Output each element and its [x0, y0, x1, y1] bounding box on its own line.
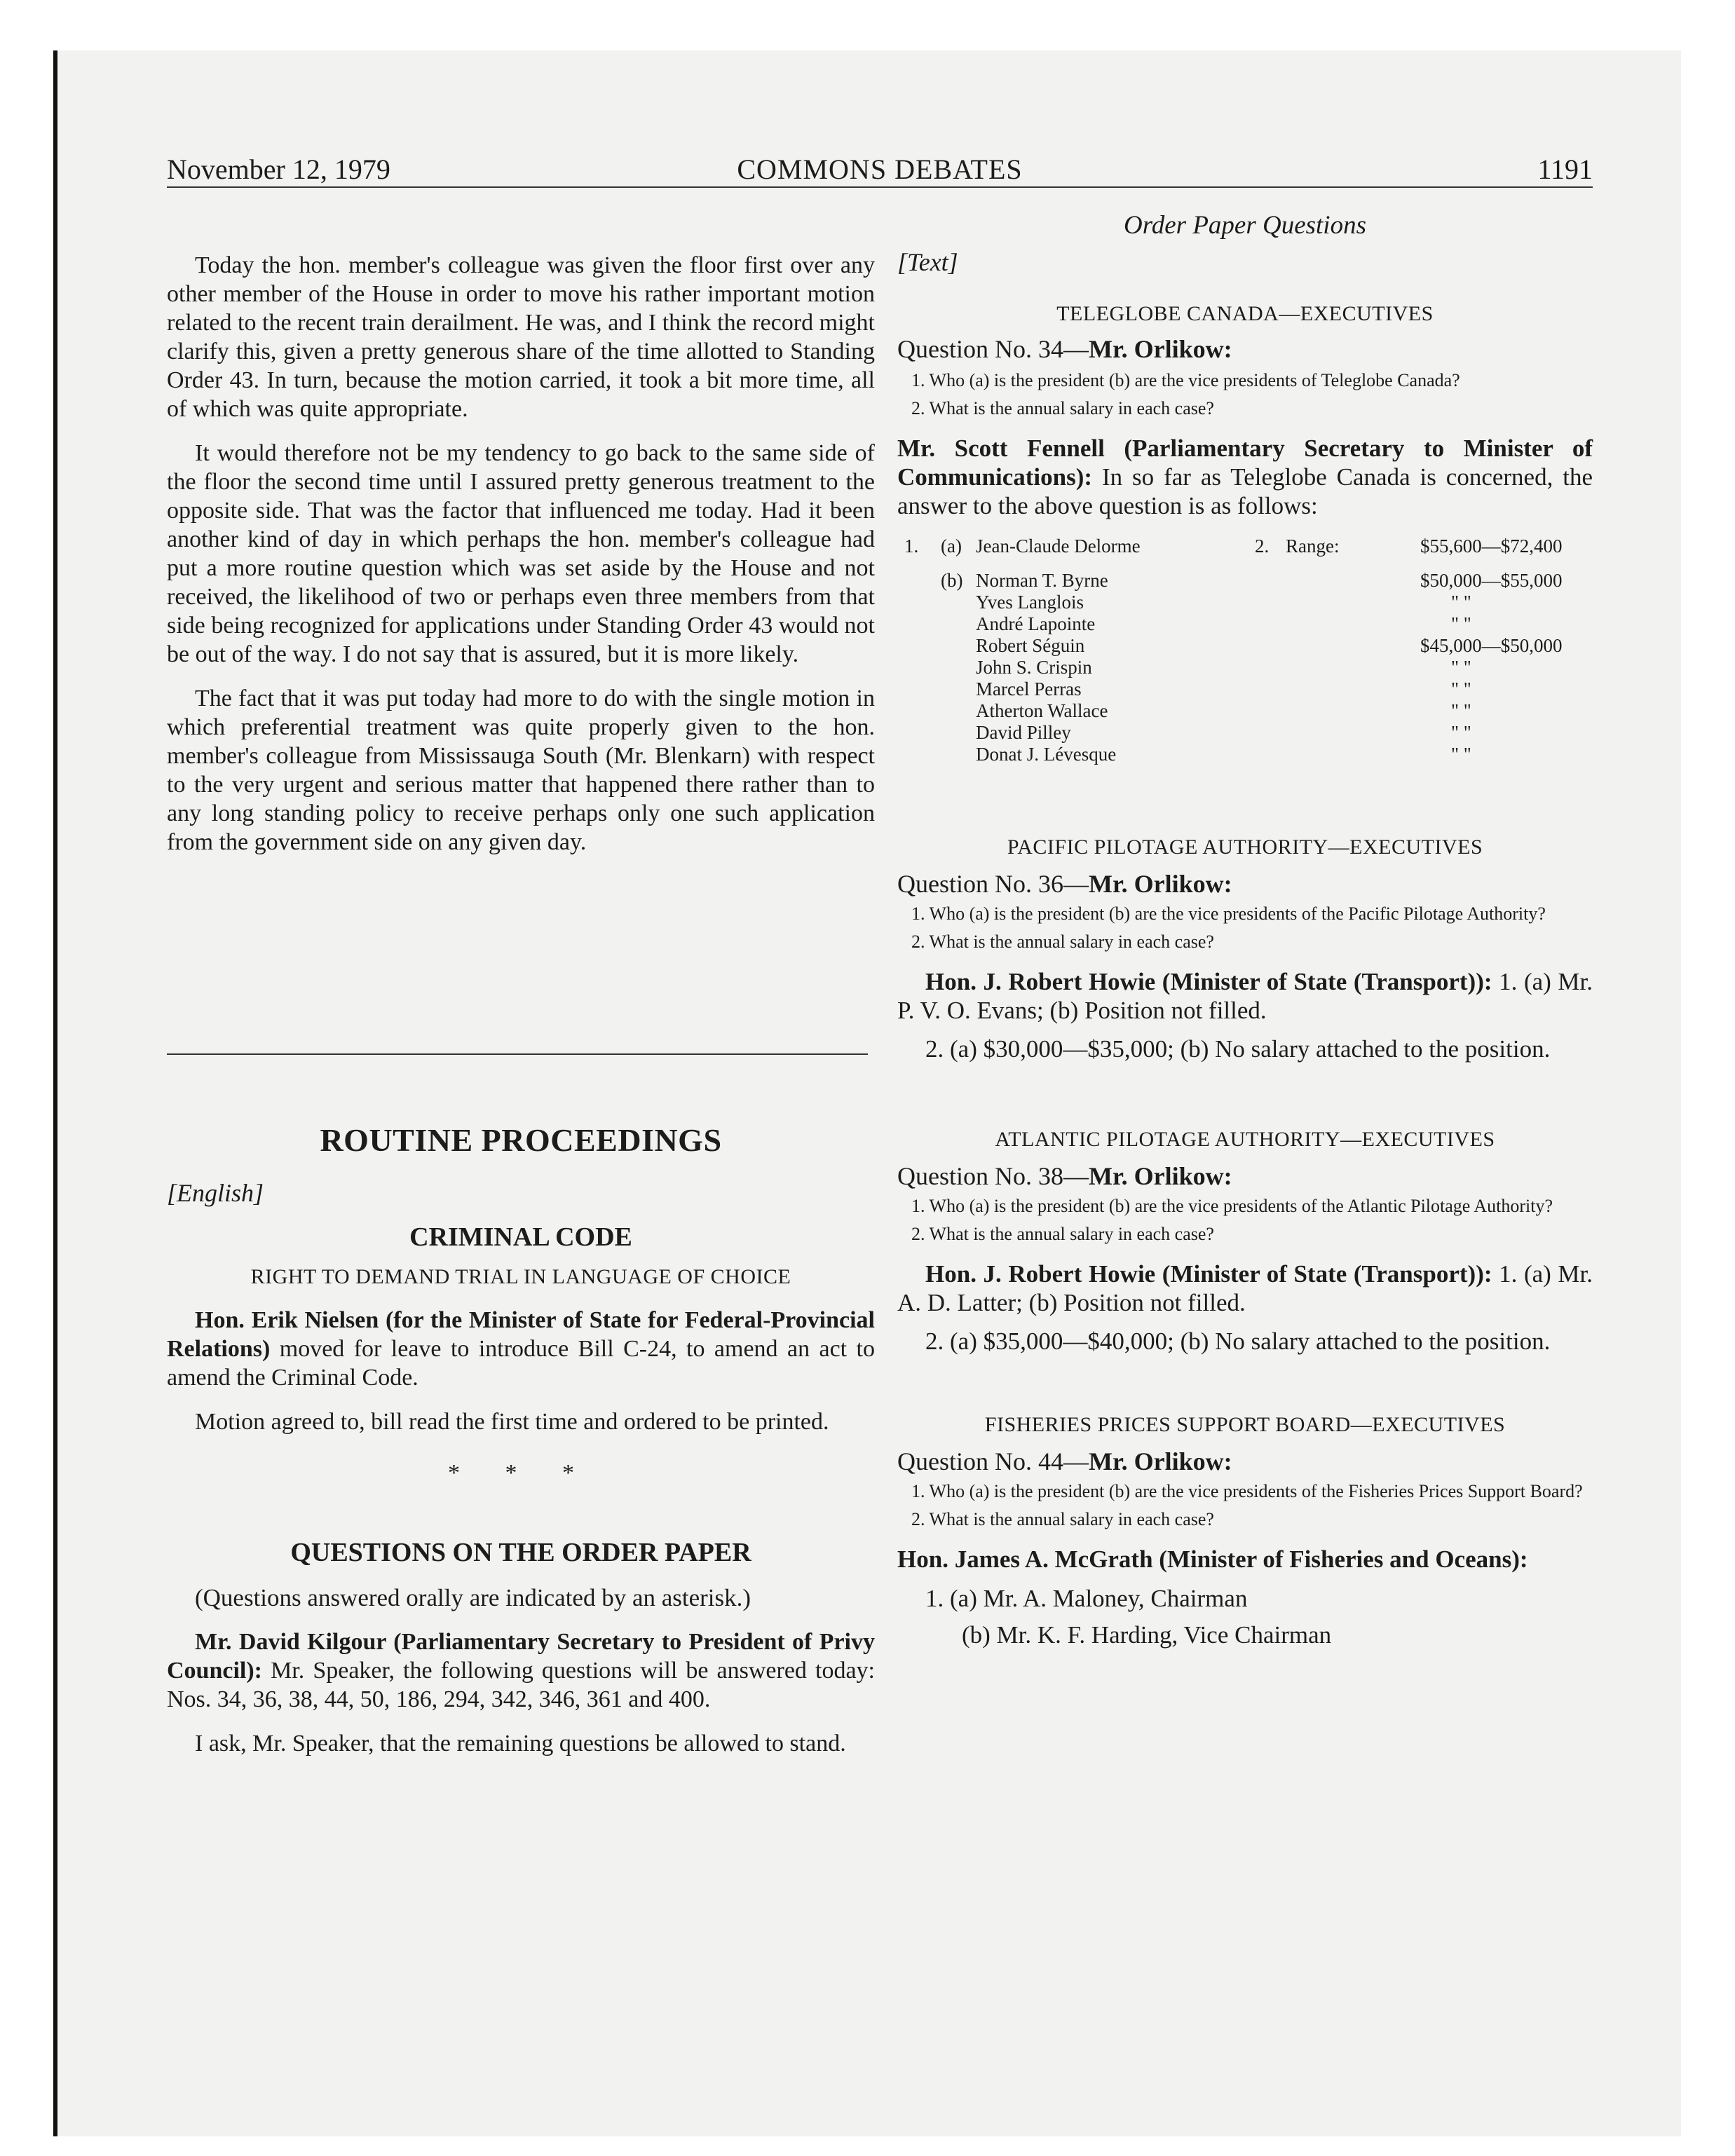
fisheries-answer-a: 1. (a) Mr. A. Maloney, Chairman — [925, 1585, 1248, 1612]
section-stars: * * * — [448, 1460, 594, 1486]
atlantic-heading: ATLANTIC PILOTAGE AUTHORITY—EXECUTIVES — [995, 1128, 1495, 1151]
teleglobe-answer-table: 1. (a) Jean-Claude Delorme 2. Range: $55,600—$72,400 (b) Norman T. Byrne $50,000—$55,000 Yves Langlois " " André Lapointe " " Robert Séguin $45,000—$50,000 John S. Crispin " " Marcel Perras " " Atherton Wallace " " David Pilley " " Donat J. Lévesque " " — [904, 535, 1563, 765]
fisheries-q2: 2. What is the annual salary in each case? — [911, 1509, 1214, 1529]
paragraph-1: Today the hon. member's colleague was given the floor first over any other member of the House in order to move his rather important motion related to the recent train derailment. He was, and I think the record might clarify this, given a pretty generous share of the time allotted to Standing Order 43. In turn, because the motion carried, it took a bit more time, all of which was quite appropriate. — [167, 252, 875, 422]
english-tag: [English] — [167, 1179, 264, 1207]
header-date: November 12, 1979 — [167, 153, 390, 185]
header-title: COMMONS DEBATES — [737, 153, 1023, 185]
atlantic-answer: Hon. J. Robert Howie (Minister of State (Transport)): 1. (a) Mr. A. D. Latter; (b) Position not filled. — [897, 1260, 1593, 1316]
criminal-code-subheading: RIGHT TO DEMAND TRIAL IN LANGUAGE OF CHOICE — [250, 1265, 791, 1288]
atlantic-question: Question No. 38—Mr. Orlikow: — [897, 1162, 1232, 1190]
teleglobe-vp: Donat J. Lévesque — [976, 744, 1117, 765]
fisheries-question: Question No. 44—Mr. Orlikow: — [897, 1447, 1232, 1475]
pacific-q2: 2. What is the annual salary in each case? — [911, 932, 1214, 952]
kilgour-speaker: Mr. David Kilgour (Parliamentary Secretary to President of Privy Council): — [167, 1629, 875, 1684]
questions-heading: QUESTIONS ON THE ORDER PAPER — [290, 1538, 751, 1567]
teleglobe-vp: Robert Séguin — [976, 635, 1085, 656]
teleglobe-vp: Norman T. Byrne — [976, 570, 1108, 591]
scan-border — [53, 50, 57, 2136]
remaining-paragraph: I ask, Mr. Speaker, that the remaining questions be allowed to stand. — [195, 1731, 846, 1756]
teleglobe-vp: André Lapointe — [976, 613, 1096, 634]
fisheries-q1: 1. Who (a) is the president (b) are the vice presidents of the Fisheries Prices Support Board? — [911, 1481, 1583, 1501]
teleglobe-question: Question No. 34—Mr. Orlikow: — [897, 335, 1232, 363]
paragraph-3: The fact that it was put today had more to do with the single motion in which preferential treatment was quite properly given to the hon. member's colleague from Mississauga South (Mr. Blenkarn) with respect to the very urgent and serious matter that happened there rather than to any long standing policy to receive perhaps only one such application from the government side on any given day. — [167, 685, 875, 855]
left-column — [167, 210, 875, 872]
paragraph-2: It would therefore not be my tendency to go back to the same side of the floor the second time until I assured pretty generous treatment to the opposite side. That was the factor that influenced me today. Had it been another kind of day in which perhaps the hon. member's colleague had put a more routine question which was set aside by the House and not received, the likelihood of two or perhaps even three members from that side being recognized for applications under Standing Order 43 would not be out of the way. I do not say that is assured, but it is more likely. — [167, 440, 875, 667]
kilgour-paragraph — [167, 1628, 875, 1714]
teleglobe-vp: Atherton Wallace — [976, 700, 1108, 721]
atlantic-answer-2: 2. (a) $35,000—$40,000; (b) No salary attached to the position. — [925, 1328, 1551, 1355]
teleglobe-president: Jean-Claude Delorme — [976, 535, 1141, 557]
left-column-lower — [167, 1121, 875, 1773]
fisheries-answer: Hon. James A. McGrath (Minister of Fisheries and Oceans): — [897, 1546, 1528, 1573]
teleglobe-vp: Yves Langlois — [976, 592, 1084, 613]
pacific-answer: Hon. J. Robert Howie (Minister of State (Transport)): 1. (a) Mr. P. V. O. Evans; (b) Position not filled. — [897, 968, 1593, 1024]
teleglobe-q2: 2. What is the annual salary in each case? — [911, 398, 1214, 418]
section-divider — [167, 1053, 868, 1055]
atlantic-q1: 1. Who (a) is the president (b) are the vice presidents of the Atlantic Pilotage Authority? — [911, 1196, 1553, 1216]
routine-proceedings-heading: ROUTINE PROCEEDINGS — [320, 1122, 722, 1158]
kilgour-text: Mr. Speaker, the following questions will be answered today: Nos. 34, 36, 38, 44, 50, 186, 294, 342, 346, 361 and 400. — [167, 1658, 875, 1712]
teleglobe-answer: Mr. Scott Fennell (Parliamentary Secretary to Minister of Communications): In so far as Teleglobe Canada is concerned, the answer to the above question is as follows: — [897, 435, 1593, 519]
fisheries-answer-b: (b) Mr. K. F. Harding, Vice Chairman — [962, 1621, 1332, 1649]
pacific-question: Question No. 36—Mr. Orlikow: — [897, 870, 1232, 898]
motion-paragraph: Motion agreed to, bill read the first time and ordered to be printed. — [195, 1409, 829, 1435]
section-title: Order Paper Questions — [1124, 211, 1366, 240]
pacific-heading: PACIFIC PILOTAGE AUTHORITY—EXECUTIVES — [1007, 835, 1483, 859]
pacific-answer-2: 2. (a) $30,000—$35,000; (b) No salary attached to the position. — [925, 1035, 1551, 1063]
asterisk-note: (Questions answered orally are indicated by an asterisk.) — [195, 1584, 751, 1611]
page-header — [167, 153, 1593, 186]
teleglobe-vp: John S. Crispin — [976, 657, 1092, 678]
atlantic-q2: 2. What is the annual salary in each case? — [911, 1224, 1214, 1244]
text-tag: [Text] — [897, 248, 958, 276]
teleglobe-vp: David Pilley — [976, 722, 1071, 743]
nielsen-paragraph — [167, 1306, 875, 1392]
criminal-code-heading: CRIMINAL CODE — [409, 1222, 632, 1252]
right-column — [897, 210, 1593, 1653]
header-rule — [167, 186, 1593, 188]
teleglobe-heading: TELEGLOBE CANADA—EXECUTIVES — [1056, 302, 1434, 325]
pacific-q1: 1. Who (a) is the president (b) are the vice presidents of the Pacific Pilotage Authority? — [911, 903, 1546, 924]
header-page-number: 1191 — [1537, 153, 1593, 185]
teleglobe-q1: 1. Who (a) is the president (b) are the vice presidents of Teleglobe Canada? — [911, 370, 1460, 390]
fisheries-heading: FISHERIES PRICES SUPPORT BOARD—EXECUTIVES — [984, 1413, 1506, 1436]
nielsen-text: moved for leave to introduce Bill C-24, to amend an act to amend the Criminal Code. — [167, 1336, 875, 1391]
teleglobe-vp: Marcel Perras — [976, 678, 1082, 700]
nielsen-speaker: Hon. Erik Nielsen (for the Minister of State for Federal-Provincial Relations) — [167, 1307, 875, 1362]
